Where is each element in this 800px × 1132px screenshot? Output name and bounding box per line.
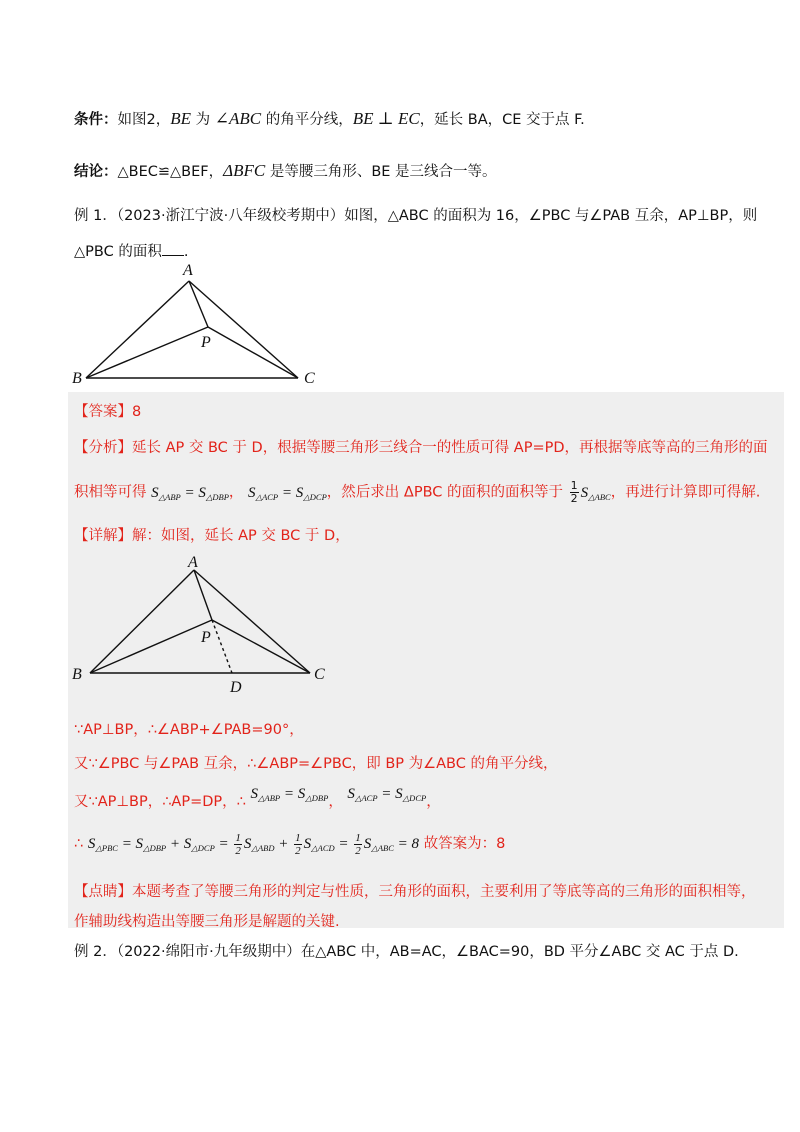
formula-s-abp: $S_{\triangle ABP} = S_{\triangle DBP}$ — [151, 484, 229, 502]
answer-line: 【答案】8 — [74, 404, 142, 420]
conclusion-line: 结论：△BEC≌△BEF，ΔBFC 是等腰三角形、BE 是三线合一等。 — [74, 161, 497, 180]
label-P: P — [201, 334, 211, 351]
label-B: B — [72, 370, 82, 387]
label-P: P — [201, 629, 211, 646]
example1-line1: 例 1．（2023·浙江宁波·八年级校考期中）如图，△ABC 的面积为 16，∠PBC 与∠PAB 互余，AP⊥BP，则 — [74, 208, 758, 224]
detail-line: 【详解】解：如图，延长 AP 交 BC 于 D， — [74, 528, 350, 544]
example1-line2: △PBC 的面积 . — [74, 244, 189, 260]
condition-line: 条件：如图2，BE 为 ∠ABC 的角平分线，BE ⊥ EC，延长 BA，CE 交于点 F. — [74, 109, 585, 128]
segment-AP — [189, 281, 208, 327]
formula-final: $S_{\triangle PBC} = S_{\triangle DBP} + S_{\triangle DCP}$ = $\frac{1}{2}$ $S_{\triangle ABD}$ + $\frac{1}{2}$ $S_{\triangle ACD}$ = $\frac{1}{2}$ $S_{\triangle ABC} = 8$ — [87, 832, 419, 858]
step-line-3: 又∵AP⊥BP，∴AP=DP，∴ $S_{\triangle ABP} = S_{\triangle DBP}$， $S_{\triangle ACP} = S_{\triangle DCP}$， — [74, 786, 441, 810]
side-AC — [189, 281, 298, 378]
segment-BP — [86, 327, 208, 378]
label-B: B — [72, 666, 82, 683]
conclusion-label: 结论： — [74, 164, 118, 180]
triangle-figure-1 — [60, 255, 340, 390]
label-D: D — [230, 679, 242, 696]
segment-PC — [212, 620, 310, 673]
segment-BP — [90, 620, 212, 673]
segment-PC — [208, 327, 298, 378]
triangle-figure-2 — [60, 552, 350, 704]
fraction-half: $\frac{1}{2}$ — [570, 479, 578, 505]
analysis-line-2: 积相等可得 $S_{\triangle ABP} = S_{\triangle DBP}$， $S_{\triangle ACP} = S_{\triangle DCP}$，然后求出 ΔPBC 的面积的面积等于 $\frac{1}{2}$ $S_{\triangle ABC}$，再进行计算即可得解. — [74, 479, 761, 505]
label-A: A — [183, 262, 193, 279]
step-line-1: ∵AP⊥BP，∴∠ABP+∠PAB=90°， — [74, 722, 304, 738]
label-C: C — [314, 666, 325, 683]
label-A: A — [188, 554, 198, 571]
example2-line: 例 2．（2022·绵阳市·九年级期中）在△ABC 中，AB=AC，∠BAC=90，BD 平分∠ABC 交 AC 于点 D. — [74, 944, 739, 960]
side-AC — [194, 570, 310, 673]
segment-PD-dashed — [212, 620, 232, 673]
formula-s-acp: $S_{\triangle ACP} = S_{\triangle DCP}$ — [248, 484, 327, 502]
comment-line-1: 【点睛】本题考查了等腰三角形的判定与性质，三角形的面积，主要利用了等底等高的三角形的面积相等， — [74, 884, 756, 900]
side-AB — [90, 570, 194, 673]
label-C: C — [304, 370, 315, 387]
side-AB — [86, 281, 189, 378]
analysis-line-1: 【分析】延长 AP 交 BC 于 D，根据等腰三角形三线合一的性质可得 AP=PD，再根据等底等高的三角形的面 — [74, 440, 768, 456]
step-line-4: ∴ $S_{\triangle PBC} = S_{\triangle DBP} + S_{\triangle DCP}$ = $\frac{1}{2}$ $S_{\triangle ABD}$ + $\frac{1}{2}$ $S_{\triangle ACD}$ = $\frac{1}{2}$ $S_{\triangle ABC} = 8$ 故答案为：8 — [74, 832, 506, 858]
condition-label: 条件： — [74, 112, 118, 128]
comment-line-2: 作辅助线构造出等腰三角形是解题的关键. — [74, 914, 340, 930]
formula-abp-dbp: $S_{\triangle ABP} = S_{\triangle DBP}$ — [250, 786, 329, 803]
step-line-2: 又∵∠PBC 与∠PAB 互余，∴∠ABP=∠PBC，即 BP 为∠ABC 的角平分线， — [74, 756, 558, 772]
formula-acp-dcp: $S_{\triangle ACP} = S_{\triangle DCP}$ — [347, 786, 427, 803]
